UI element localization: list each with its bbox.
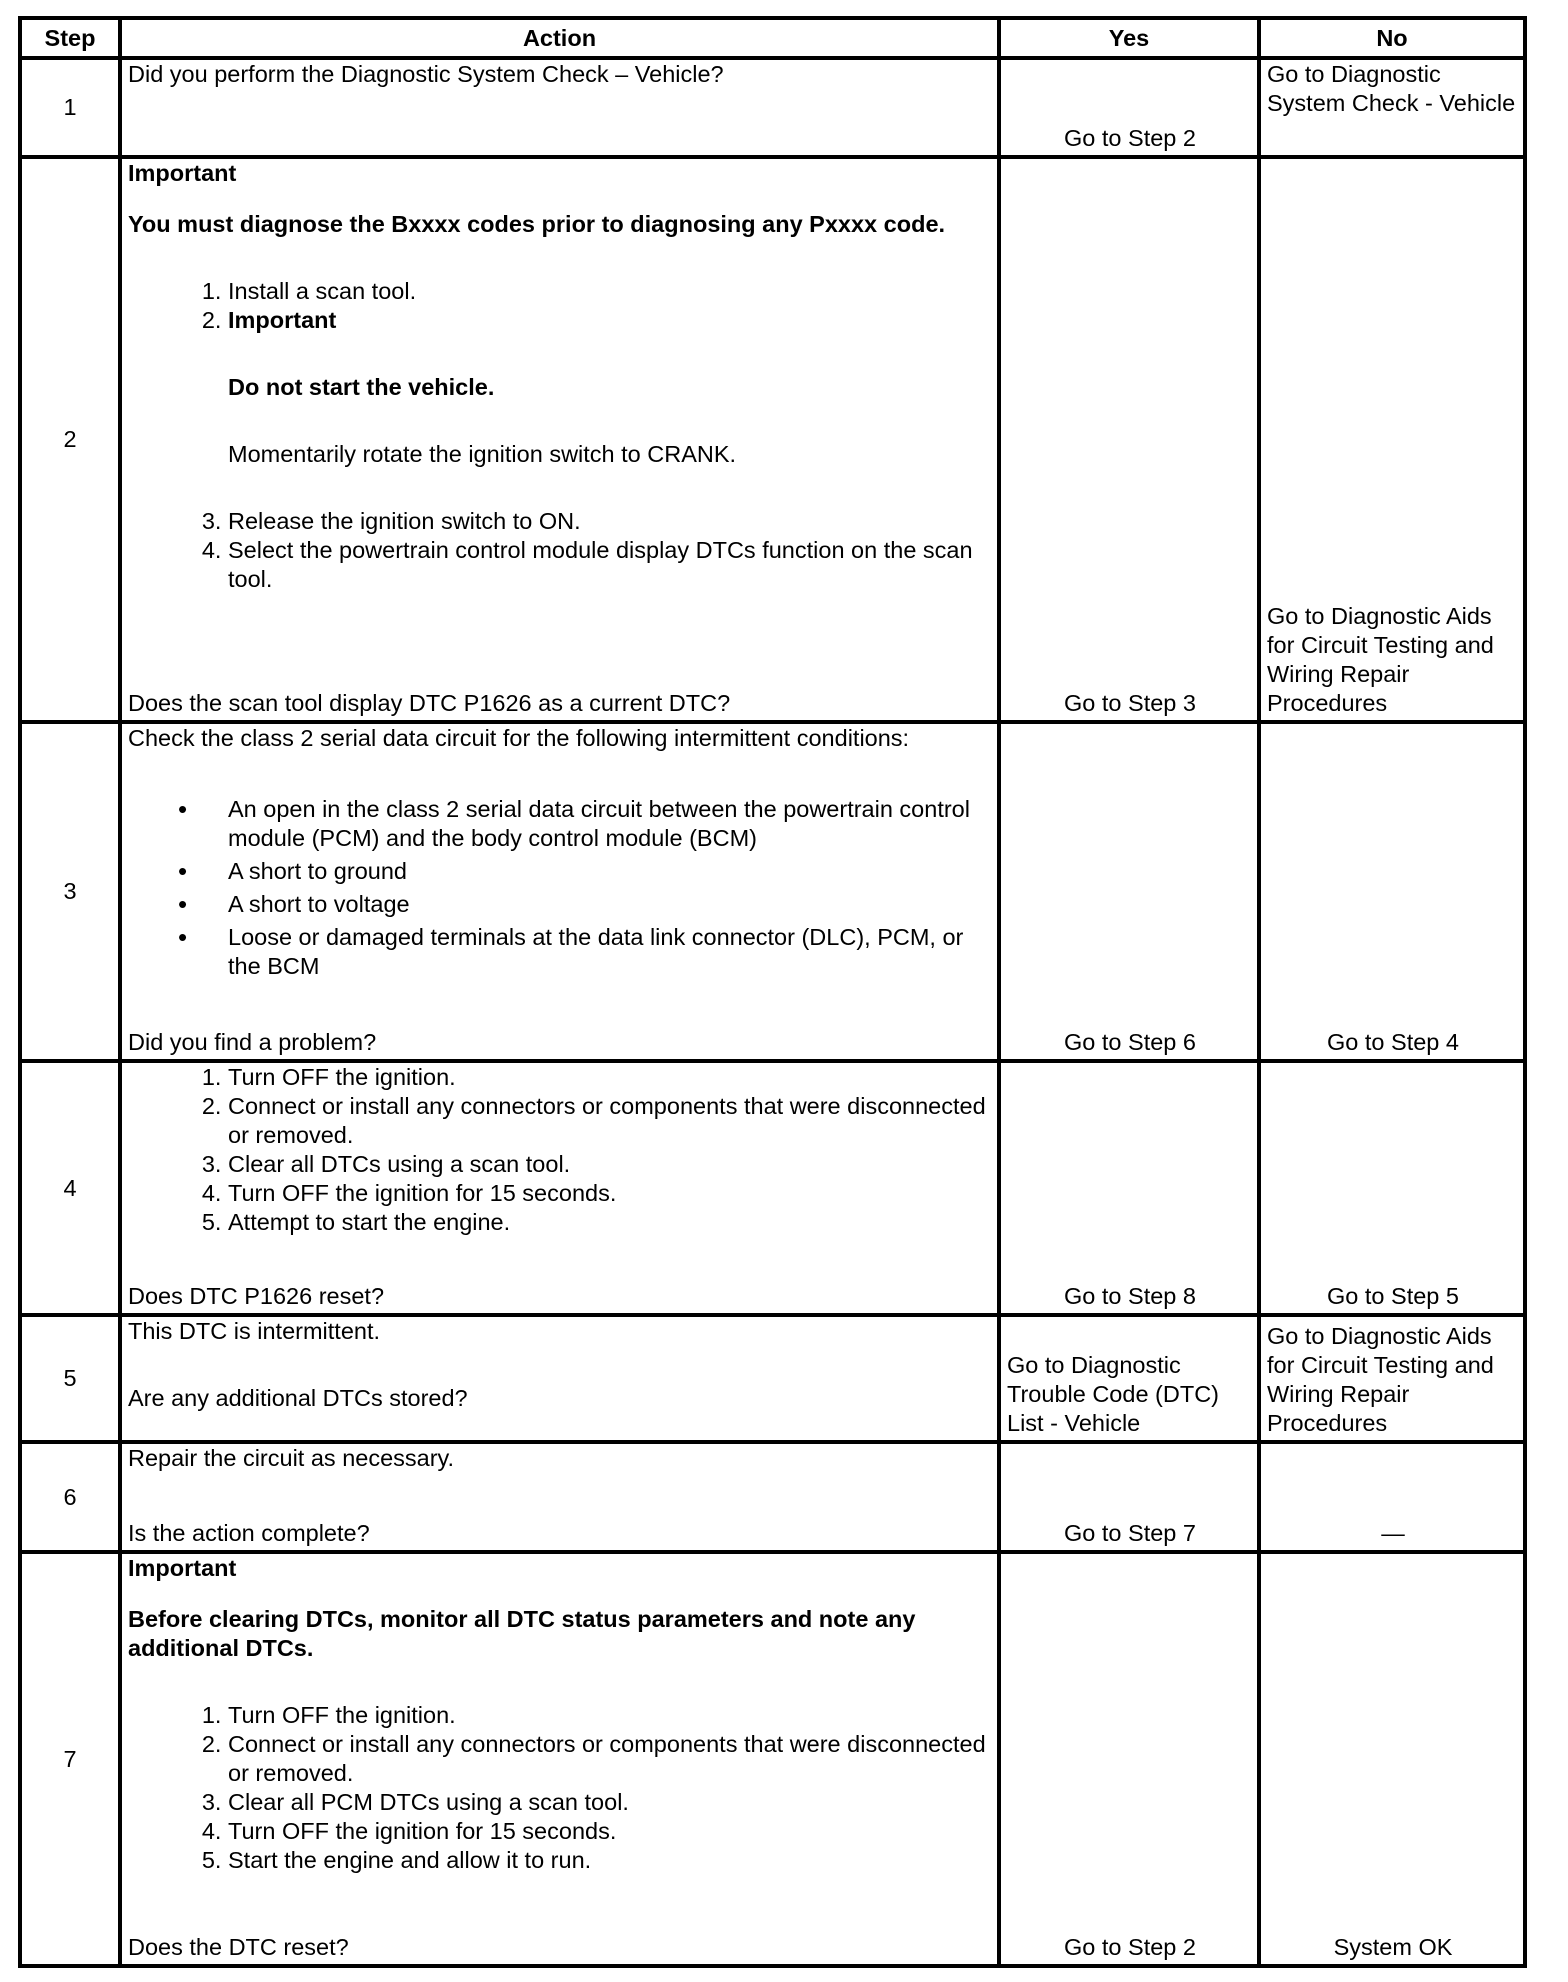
- step-number: 6: [20, 1442, 120, 1553]
- header-row: [20, 18, 1525, 58]
- step-number: 3: [20, 722, 120, 1061]
- no-cell: System OK: [1259, 1552, 1525, 1966]
- header-yes: Yes: [999, 18, 1259, 58]
- list-item: 5. Start the engine and allow it to run.: [228, 1846, 989, 1875]
- no-cell: Go to Diagnostic System Check - Vehicle: [1259, 58, 1525, 157]
- important-text: Before clearing DTCs, monitor all DTC status parameters and note any additional DTCs.: [128, 1606, 916, 1662]
- table-row: [20, 58, 1525, 157]
- important-label: Important: [128, 159, 237, 186]
- table-row: [20, 157, 1525, 723]
- action-cell: [120, 1442, 999, 1553]
- table-row: [20, 1552, 1525, 1966]
- action-cell: [120, 1061, 999, 1315]
- condition-list: [128, 795, 989, 985]
- no-cell: Go to Diagnostic Aids for Circuit Testing and Wiring Repair Procedures: [1259, 1315, 1525, 1442]
- header-no: No: [1259, 18, 1525, 58]
- list-item: 4. Turn OFF the ignition for 15 seconds.: [228, 1179, 989, 1208]
- list-item: 5. Attempt to start the engine.: [228, 1208, 989, 1237]
- list-item: • Loose or damaged terminals at the data link connector (DLC), PCM, or the BCM: [228, 923, 989, 981]
- table-row: [20, 1442, 1525, 1553]
- header-action: Action: [120, 18, 999, 58]
- important-label: Important: [128, 1555, 237, 1582]
- item-important-text: Do not start the vehicle.: [228, 373, 495, 400]
- diagnostic-table: [18, 16, 1527, 1968]
- question-text: Is the action complete?: [128, 1520, 370, 1547]
- yes-cell: Go to Step 7: [999, 1442, 1259, 1553]
- list-item: • A short to voltage: [228, 890, 989, 919]
- list-item: 3. Release the ignition switch to ON.: [228, 507, 989, 536]
- action-cell: [120, 157, 999, 723]
- action-text: Did you perform the Diagnostic System Check – Vehicle?: [128, 61, 724, 87]
- table-row: [20, 1315, 1525, 1442]
- important-text: You must diagnose the Bxxxx codes prior to diagnosing any Pxxxx code.: [128, 210, 946, 237]
- list-item: • An open in the class 2 serial data circuit between the powertrain control module (PCM) and the body control module (BCM): [228, 795, 989, 853]
- action-text: Check the class 2 serial data circuit for the following intermittent conditions:: [128, 725, 910, 752]
- no-cell: Go to Diagnostic Aids for Circuit Testing and Wiring Repair Procedures: [1259, 157, 1525, 723]
- question-text: Does the scan tool display DTC P1626 as a current DTC?: [128, 690, 731, 717]
- yes-cell: Go to Step 2: [999, 58, 1259, 157]
- list-item: 3. Clear all PCM DTCs using a scan tool.: [228, 1788, 989, 1817]
- no-cell: Go to Step 5: [1259, 1061, 1525, 1315]
- step-number: 2: [20, 157, 120, 723]
- list-item: 2. Connect or install any connectors or components that were disconnected or removed.: [228, 1092, 989, 1150]
- question-text: Did you find a problem?: [128, 1029, 377, 1056]
- question-text: Does the DTC reset?: [128, 1934, 349, 1960]
- list-item: 2. Connect or install any connectors or components that were disconnected or removed.: [228, 1730, 989, 1788]
- yes-cell: Go to Diagnostic Trouble Code (DTC) List - Vehicle: [999, 1315, 1259, 1442]
- list-item: • A short to ground: [228, 857, 989, 886]
- yes-cell: Go to Step 3: [999, 157, 1259, 723]
- list-item: 4. Select the powertrain control module display DTCs function on the scan tool.: [228, 536, 989, 594]
- no-cell: Go to Step 4: [1259, 722, 1525, 1061]
- list-item: 4. Turn OFF the ignition for 15 seconds.: [228, 1817, 989, 1846]
- list-item: 1. Install a scan tool.: [228, 277, 989, 306]
- action-cell: [120, 1552, 999, 1966]
- table-row: [20, 1061, 1525, 1315]
- yes-cell: Go to Step 8: [999, 1061, 1259, 1315]
- item-important-label: 2. Important: [228, 306, 337, 333]
- step-number: 1: [20, 58, 120, 157]
- action-cell: [120, 58, 999, 157]
- procedure-list: [128, 1701, 989, 1875]
- no-cell: —: [1259, 1442, 1525, 1553]
- action-cell: [120, 722, 999, 1061]
- procedure-list: [128, 1063, 989, 1237]
- header-step: Step: [20, 18, 120, 58]
- step-number: 5: [20, 1315, 120, 1442]
- procedure-list: [128, 277, 989, 594]
- table-row: [20, 722, 1525, 1061]
- step-number: 4: [20, 1061, 120, 1315]
- action-text: Repair the circuit as necessary.: [128, 1444, 455, 1471]
- list-item: [228, 306, 989, 469]
- step-number: 7: [20, 1552, 120, 1966]
- item-note: Momentarily rotate the ignition switch to CRANK.: [228, 440, 737, 467]
- question-text: Are any additional DTCs stored?: [128, 1384, 468, 1411]
- yes-cell: Go to Step 6: [999, 722, 1259, 1061]
- yes-cell: Go to Step 2: [999, 1552, 1259, 1966]
- list-item: 3. Clear all DTCs using a scan tool.: [228, 1150, 989, 1179]
- list-item: 1. Turn OFF the ignition.: [228, 1701, 989, 1730]
- list-item: 1. Turn OFF the ignition.: [228, 1063, 989, 1092]
- action-text: This DTC is intermittent.: [128, 1317, 381, 1344]
- action-cell: [120, 1315, 999, 1442]
- question-text: Does DTC P1626 reset?: [128, 1282, 385, 1309]
